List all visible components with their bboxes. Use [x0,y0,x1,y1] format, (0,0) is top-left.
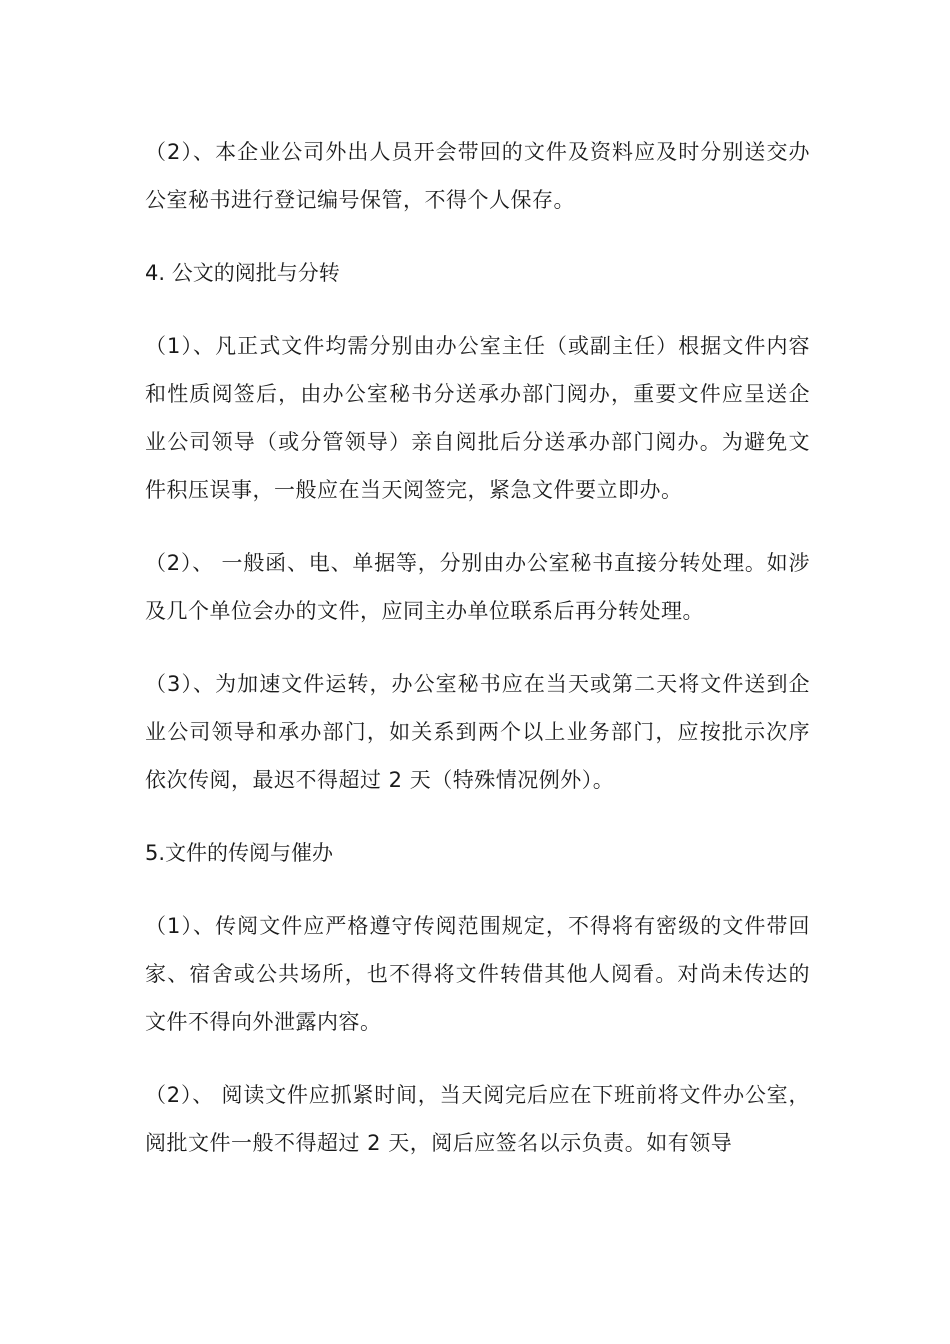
paragraph-reading-time-limit: （2）、 阅读文件应抓紧时间，当天阅完后应在下班前将文件办公室，阅批文件一般不得超过 2 天，阅后应签名以示负责。如有领导 [145,1083,810,1155]
paragraph-general-letters: （2）、 一般函、电、单据等，分别由办公室秘书直接分转处理。如涉及几个单位会办的文件，应同主办单位联系后再分转处理。 [145,551,810,623]
paragraph-accelerate-circulation: （3）、为加速文件运转，办公室秘书应在当天或第二天将文件送到企业公司领导和承办部门，如关系到两个以上业务部门，应按批示次序依次传阅，最迟不得超过 2 天（特殊情况例外）。 [145,672,810,792]
paragraph-circulation-scope: （1）、传阅文件应严格遵守传阅范围规定，不得将有密级的文件带回家、宿舍或公共场所，也不得将文件转借其他人阅看。对尚未传达的文件不得向外泄露内容。 [145,914,810,1034]
paragraph-document-submission: （2）、本企业公司外出人员开会带回的文件及资料应及时分别送交办公室秘书进行登记编号保管，不得个人保存。 [145,140,810,212]
section-heading-review-and-distribution: 4. 公文的阅批与分转 [145,261,340,285]
document-page [145,128,810,1192]
paragraph-formal-document-review: （1）、凡正式文件均需分别由办公室主任（或副主任）根据文件内容和性质阅签后，由办公室秘书分送承办部门阅办，重要文件应呈送企业公司领导（或分管领导）亲自阅批后分送承办部门阅办。为避免文件积压误事，一般应在当天阅签完，紧急文件要立即办。 [145,334,810,502]
section-heading-circulation-and-urging: 5.文件的传阅与催办 [145,841,334,865]
